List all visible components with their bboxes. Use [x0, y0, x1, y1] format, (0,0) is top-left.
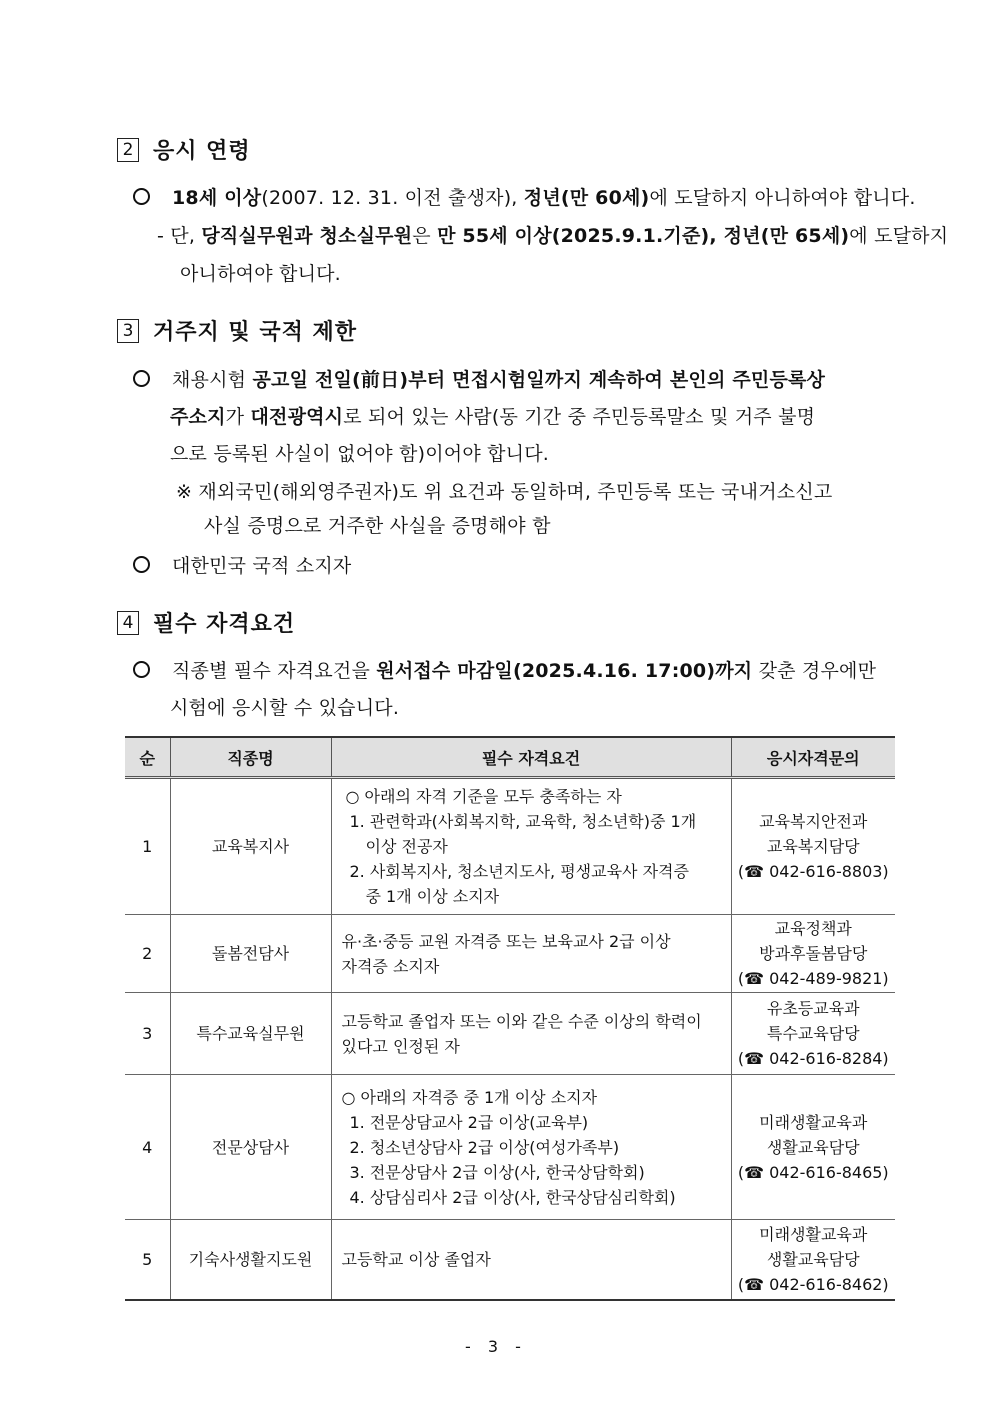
- table-row: [125, 1220, 895, 1300]
- nationality-line: [133, 551, 351, 578]
- row-no: 5: [125, 1220, 170, 1300]
- residence-period: 공고일 전일(前日)부터 면접시험일까지 계속하여 본인의 주민등록상: [252, 369, 826, 391]
- req-line: 2. 사회복지사, 청소년지도사, 평생교육사 자격증: [349, 862, 689, 881]
- contact-dept: 유초등교육과: [766, 999, 860, 1018]
- address-term: 주소지: [170, 406, 226, 428]
- row-contact: [731, 778, 895, 915]
- section-title: 응시 연령: [153, 139, 251, 164]
- age-line-2-particle: 은: [412, 225, 438, 247]
- residence-line-3: 으로 등록된 사실이 없어야 함)이어야 합니다.: [170, 443, 550, 465]
- req-line: 자격증 소지자: [341, 956, 440, 976]
- contact-team: 특수교육담당: [766, 1024, 860, 1043]
- row-job: 기숙사생활지도원: [170, 1220, 331, 1300]
- retirement-age: 정년(만 60세): [523, 187, 650, 209]
- section-title: 거주지 및 국적 제한: [153, 320, 357, 345]
- contact-phone: (☎ 042-489-9821): [737, 969, 889, 988]
- req-line: 1. 전문상담교사 2급 이상(교육부): [349, 1112, 589, 1132]
- contact-team: 생활교육담당: [766, 1249, 860, 1269]
- row-requirements: [331, 915, 731, 993]
- residence-line-1: [133, 365, 825, 392]
- row-requirements: [331, 1220, 731, 1300]
- section-heading-age: [117, 134, 251, 165]
- req-line: 고등학교 졸업자 또는 이와 같은 수준 이상의 학력이: [341, 1011, 702, 1031]
- row-requirements: [331, 778, 731, 915]
- table-header-row: [125, 737, 895, 778]
- age-min: 18세 이상: [172, 187, 262, 209]
- section-number: 3: [117, 319, 139, 343]
- section-heading-residence: [117, 315, 357, 346]
- table-row: [125, 1075, 895, 1220]
- row-job: 교육복지사: [170, 778, 331, 915]
- contact-phone: (☎ 042-616-8465): [737, 1162, 889, 1182]
- contact-dept: 교육정책과: [774, 919, 852, 938]
- contact-phone: (☎ 042-616-8803): [737, 862, 889, 881]
- requirements-line-1-tail: 갖춘 경우에만: [752, 660, 877, 682]
- row-no: 2: [125, 915, 170, 993]
- requirements-table: [125, 736, 895, 1301]
- contact-team: 교육복지담당: [766, 837, 860, 856]
- req-line: 고등학교 이상 졸업자: [341, 1249, 491, 1269]
- row-contact: [731, 1220, 895, 1300]
- req-line: 중 1개 이상 소지자: [365, 887, 500, 906]
- row-no: 4: [125, 1075, 170, 1220]
- req-line: ○ 아래의 자격증 중 1개 이상 소지자: [341, 1087, 598, 1107]
- circle-bullet-icon: [133, 661, 150, 678]
- col-header-no: 순: [125, 737, 170, 778]
- col-header-contact: 응시자격문의: [731, 737, 895, 778]
- row-contact: [731, 1075, 895, 1220]
- requirements-line-2: 시험에 응시할 수 있습니다.: [170, 697, 400, 719]
- requirements-line-1: [133, 656, 876, 683]
- age-min-detail: (2007. 12. 31. 이전 출생자),: [261, 187, 524, 209]
- contact-dept: 교육복지안전과: [759, 812, 868, 831]
- circle-bullet-icon: [133, 370, 150, 387]
- city-name: 대전광역시: [250, 406, 344, 428]
- contact-phone: (☎ 042-616-8462): [737, 1274, 889, 1294]
- age-line-2-prefix: - 단,: [157, 225, 202, 247]
- circle-bullet-icon: [133, 188, 150, 205]
- row-contact: [731, 993, 895, 1075]
- contact-dept: 미래생활교육과: [759, 1112, 868, 1132]
- req-line: 유·초·중등 교원 자격증 또는 보육교사 2급 이상: [341, 931, 671, 951]
- row-job: 돌봄전담사: [170, 915, 331, 993]
- req-line: 4. 상담심리사 2급 이상(사, 한국상담심리학회): [349, 1187, 676, 1207]
- page-number: - 3 -: [465, 1337, 527, 1356]
- age-line-1: [133, 183, 916, 210]
- col-header-job: 직종명: [170, 737, 331, 778]
- req-line: 3. 전문상담사 2급 이상(사, 한국상담학회): [349, 1162, 645, 1182]
- age-line-2-tail: 에 도달하지: [849, 225, 949, 247]
- section-number: 4: [117, 611, 139, 635]
- section-number: 2: [117, 138, 139, 162]
- req-line: 있다고 인정된 자: [341, 1036, 460, 1056]
- contact-team: 방과후돌봄담당: [759, 944, 868, 963]
- nationality-text: 대한민국 국적 소지자: [172, 555, 352, 577]
- table-row: [125, 993, 895, 1075]
- table-row: [125, 915, 895, 993]
- residence-line-1-prefix: 채용시험: [172, 369, 253, 391]
- section-title: 필수 자격요건: [153, 612, 296, 637]
- section-heading-requirements: [117, 607, 295, 638]
- row-no: 1: [125, 778, 170, 915]
- residence-particle: 가: [225, 406, 251, 428]
- residence-note-2: 사실 증명으로 거주한 사실을 증명해야 함: [204, 515, 551, 537]
- age-line-2: [157, 221, 948, 248]
- row-requirements: [331, 993, 731, 1075]
- application-deadline: 원서접수 마감일(2025.4.16. 17:00)까지: [376, 660, 753, 682]
- age-exception: 만 55세 이상(2025.9.1.기준), 정년(만 65세): [437, 225, 850, 247]
- circle-bullet-icon: [133, 556, 150, 573]
- age-line-3: 아니하여야 합니다.: [180, 263, 341, 285]
- table-row: [125, 778, 895, 915]
- requirements-line-1-prefix: 직종별 필수 자격요건을: [172, 660, 377, 682]
- contact-dept: 미래생활교육과: [759, 1224, 868, 1244]
- req-line: ○ 아래의 자격 기준을 모두 충족하는 자: [345, 787, 622, 806]
- row-requirements: [331, 1075, 731, 1220]
- residence-line-2: [170, 402, 815, 429]
- row-contact: [731, 915, 895, 993]
- duty-cleaning-staff: 당직실무원과 청소실무원: [201, 225, 413, 247]
- residence-line-2-tail: 로 되어 있는 사람(동 기간 중 주민등록말소 및 거주 불명: [343, 406, 816, 428]
- row-job: 특수교육실무원: [170, 993, 331, 1075]
- row-no: 3: [125, 993, 170, 1075]
- req-line: 1. 관련학과(사회복지학, 교육학, 청소년학)중 1개: [349, 812, 697, 831]
- req-line: 2. 청소년상담사 2급 이상(여성가족부): [349, 1137, 620, 1157]
- contact-phone: (☎ 042-616-8284): [737, 1049, 889, 1068]
- contact-team: 생활교육담당: [766, 1137, 860, 1157]
- req-line: 이상 전공자: [365, 837, 448, 856]
- row-job: 전문상담사: [170, 1075, 331, 1220]
- col-header-requirements: 필수 자격요건: [331, 737, 731, 778]
- residence-note-1: ※ 재외국민(해외영주권자)도 위 요건과 동일하며, 주민등록 또는 국내거소신고: [176, 481, 833, 503]
- age-line-1-tail: 에 도달하지 아니하여야 합니다.: [649, 187, 916, 209]
